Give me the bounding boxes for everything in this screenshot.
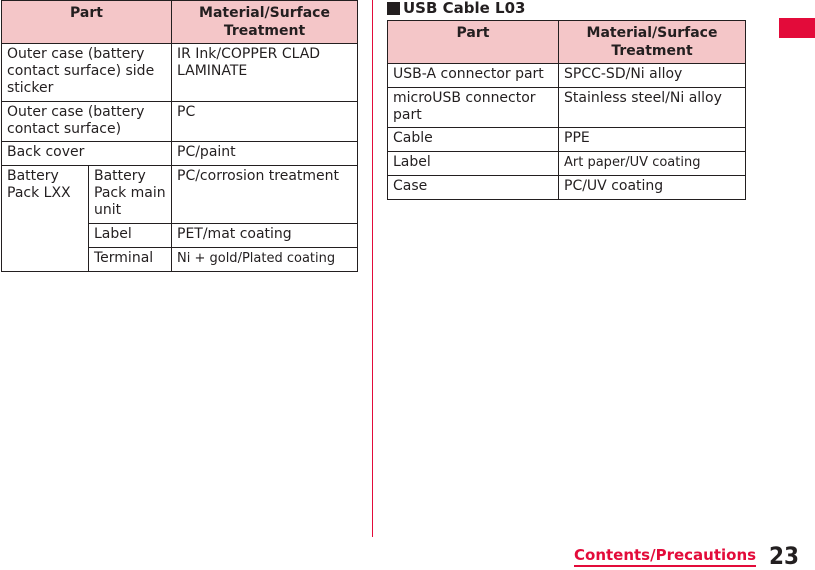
material-cell: PET/mat coating (172, 224, 358, 248)
section-heading-text: USB Cable L03 (403, 0, 526, 17)
table-row (388, 88, 746, 128)
material-cell: PC/paint (172, 142, 358, 166)
section-heading (387, 0, 525, 17)
table-row (2, 142, 358, 166)
part-cell: Case (388, 176, 559, 200)
materials-table-usb (387, 20, 746, 200)
part-cell: Outer case (battery contact surface) side sticker (2, 44, 172, 102)
materials-table-left (1, 0, 358, 272)
part-cell: Back cover (2, 142, 172, 166)
table-row (2, 44, 358, 102)
material-cell: PC/UV coating (559, 176, 746, 200)
battery-group-cell: Battery Pack LXX (2, 166, 89, 272)
table-row (388, 64, 746, 88)
table-row (2, 166, 358, 224)
sub-part-cell: Battery Pack main unit (89, 166, 172, 224)
sub-part-cell: Terminal (89, 248, 172, 272)
contents-precautions-link[interactable]: Contents/Precautions (574, 546, 756, 567)
square-bullet-icon (387, 2, 400, 15)
chapter-tab-marker (779, 18, 815, 38)
page-number: 23 (769, 542, 800, 570)
part-cell: Label (388, 152, 559, 176)
table-header-row (388, 21, 746, 64)
column-divider (372, 0, 373, 537)
table-row (388, 152, 746, 176)
sub-part-cell: Label (89, 224, 172, 248)
header-material: Material/Surface Treatment (559, 21, 746, 64)
material-cell: PC (172, 102, 358, 142)
table-row (388, 176, 746, 200)
material-cell: Art paper/UV coating (559, 152, 746, 176)
material-cell: IR Ink/COPPER CLAD LAMINATE (172, 44, 358, 102)
part-cell: Cable (388, 128, 559, 152)
material-cell: PPE (559, 128, 746, 152)
part-cell: USB-A connector part (388, 64, 559, 88)
material-cell: SPCC-SD/Ni alloy (559, 64, 746, 88)
part-cell: microUSB connector part (388, 88, 559, 128)
header-part: Part (2, 1, 172, 44)
table-header-row (2, 1, 358, 44)
table-row (2, 102, 358, 142)
material-cell: Stainless steel/Ni alloy (559, 88, 746, 128)
material-cell: PC/corrosion treatment (172, 166, 358, 224)
header-material: Material/Surface Treatment (172, 1, 358, 44)
part-cell: Outer case (battery contact surface) (2, 102, 172, 142)
table-row (388, 128, 746, 152)
header-part: Part (388, 21, 559, 64)
material-cell: Ni + gold/Plated coating (172, 248, 358, 272)
